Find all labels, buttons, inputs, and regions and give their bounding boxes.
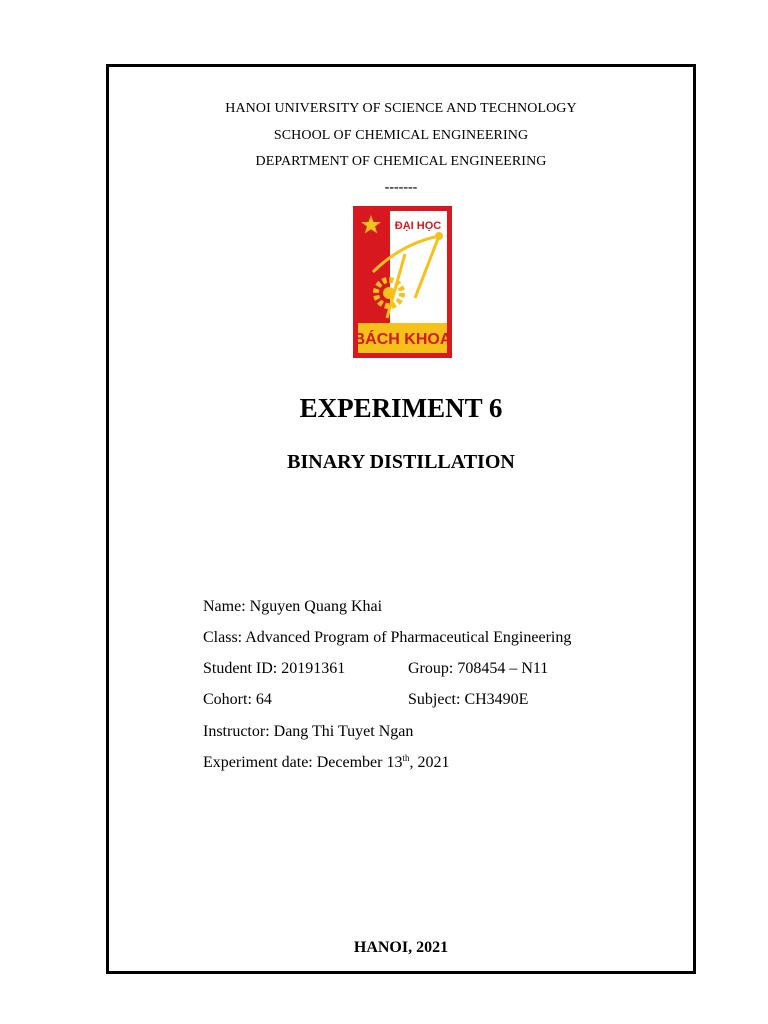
header-separator: ------- — [384, 180, 418, 195]
logo-top-text: ĐẠI HỌC — [394, 220, 442, 232]
university-name: HANOI UNIVERSITY OF SCIENCE AND TECHNOLOGY — [225, 101, 577, 116]
student-id: Student ID: 20191361 — [203, 660, 346, 677]
page-border — [106, 64, 696, 974]
group: Group: 708454 – N11 — [408, 660, 549, 677]
subject: Subject: CH3490E — [408, 691, 529, 708]
cohort: Cohort: 64 — [203, 691, 272, 708]
instructor: Instructor: Dang Thi Tuyet Ngan — [203, 723, 414, 740]
id-group-row — [203, 660, 549, 678]
logo-bottom-text: BÁCH KHOA — [353, 331, 452, 348]
place-year: HANOI, 2021 — [353, 939, 449, 956]
experiment-date — [203, 754, 449, 772]
class-name: Class: Advanced Program of Pharmaceutical Engineering — [203, 629, 572, 646]
experiment-subtitle: BINARY DISTILLATION — [287, 451, 515, 473]
experiment-title: EXPERIMENT 6 — [299, 393, 503, 423]
department-name: DEPARTMENT OF CHEMICAL ENGINEERING — [255, 154, 547, 169]
bach-khoa-logo-icon — [353, 206, 452, 358]
date-ordinal: th — [402, 753, 410, 763]
university-logo — [353, 206, 452, 358]
date-prefix: Experiment date: December 13 — [203, 754, 403, 771]
cohort-subject-row — [203, 691, 529, 709]
student-name: Name: Nguyen Quang Khai — [203, 598, 383, 615]
school-name: SCHOOL OF CHEMICAL ENGINEERING — [273, 128, 529, 143]
date-suffix: , 2021 — [409, 754, 450, 771]
